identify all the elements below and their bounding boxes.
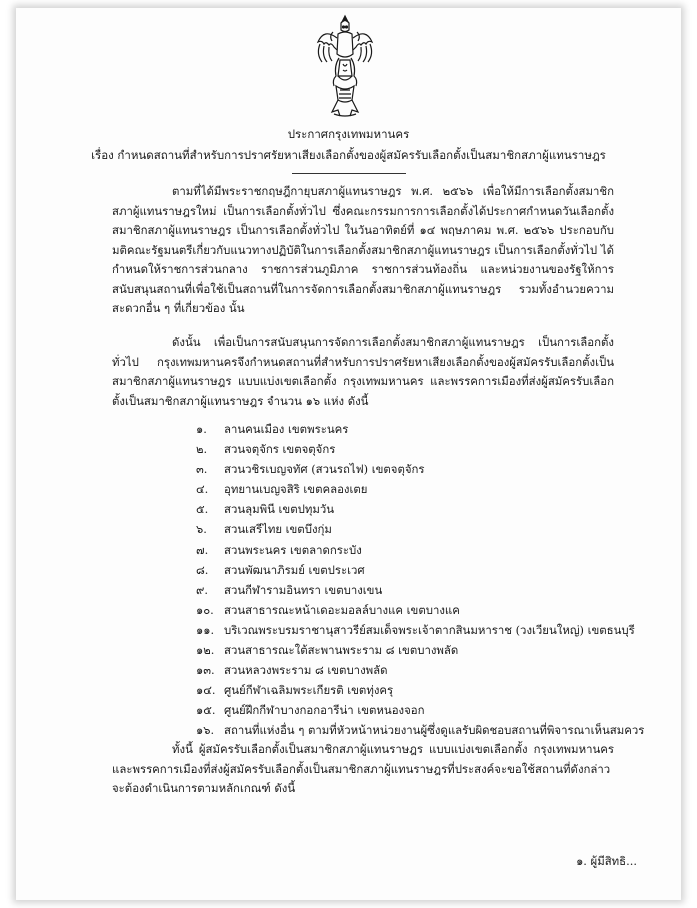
list-item — [196, 700, 644, 720]
list-item-name: สวนพัฒนาภิรมย์ เขตประเวศ — [224, 562, 365, 577]
list-item — [196, 720, 644, 740]
list-item — [196, 560, 644, 580]
list-item-number: ๓. — [196, 462, 208, 477]
list-item — [196, 419, 644, 439]
location-list — [196, 419, 644, 741]
list-item — [196, 580, 644, 600]
list-item-number: ๑๔. — [196, 683, 216, 698]
list-item — [196, 640, 644, 660]
list-item-number: ๘. — [196, 562, 209, 577]
list-item-name: อุทยานเบญจสิริ เขตคลองเตย — [224, 482, 368, 497]
list-item-number: ๑๕. — [196, 703, 216, 718]
list-item-name: สถานที่แห่งอื่น ๆ ตามที่หัวหน้าหน่วยงานผู้ซึ่งดูแลรับผิดชอบสถานที่พิจารณาเห็นสมควร — [224, 723, 645, 738]
list-item-name: ลานคนเมือง เขตพระนคร — [224, 422, 349, 436]
paragraph-conditions: ทั้งนี้ ผู้สมัครรับเลือกตั้งเป็นสมาชิกสภาผู้แทนราษฎร แบบแบ่งเขตเลือกตั้ง กรุงเทพมหานคร และพรรคการเมืองที่ส่งผู้สมัครรับเลือกตั้งเป็นสมาชิกสภาผู้แทนราษฎรที่ประสงค์จะขอใช้สถานที่ดังกล่าว จะต้องดำเนินการตามหลักเกณฑ์ ดังนี้ — [112, 742, 614, 795]
list-item-number: ๑๓. — [196, 663, 215, 678]
list-item — [196, 680, 644, 700]
list-item — [196, 499, 644, 519]
paragraph-decision: ดังนั้น เพื่อเป็นการสนับสนุนการจัดการเลือกตั้งสมาชิกสภาผู้แทนราษฎร เป็นการเลือกตั้งทั่วไป กรุงเทพมหานครจึงกำหนดสถานที่สำหรับการปราศรัยหาเสียงเลือกตั้งของผู้สมัครรับเลือกตั้งเป็นสมาชิกสภาผู้แทนราษฎร แบบแบ่งเขตเลือกตั้ง กรุงเทพมหานคร และพรรคการเมืองที่ส่งผู้สมัครรับเลือกตั้งเป็นสมาชิกสภาผู้แทนราษฎร จำนวน ๑๖ แห่ง ดังนี้ — [112, 335, 614, 408]
announcement-agency: ประกาศกรุงเทพมหานคร — [287, 127, 410, 141]
list-item-name: สวนเสรีไทย เขตบึงกุ่ม — [224, 522, 332, 537]
list-item-number: ๒. — [196, 442, 208, 457]
list-item — [196, 600, 644, 620]
continuation-note: ๑. ผู้มีสิทธิ... — [576, 854, 637, 868]
announcement-subject: เรื่อง กำหนดสถานที่สำหรับการปราศรัยหาเสียงเลือกตั้งของผู้สมัครรับเลือกตั้งเป็นสมาชิกสภาผู้แทนราษฎร — [91, 148, 606, 162]
list-item-name: สวนวชิรเบญจทัศ (สวนรถไฟ) เขตจตุจักร — [224, 462, 425, 477]
list-item-number: ๕. — [196, 502, 209, 517]
list-item-number: ๖. — [196, 522, 207, 537]
list-item — [196, 660, 644, 680]
list-item-name: บริเวณพระบรมราชานุสาวรีย์สมเด็จพระเจ้าตากสินมหาราช (วงเวียนใหญ่) เขตธนบุรี — [224, 622, 635, 637]
list-item-name: สวนสาธารณะใต้สะพานพระราม ๘ เขตบางพลัด — [224, 643, 459, 658]
list-item-name: สวนกีฬารามอินทรา เขตบางเขน — [224, 582, 383, 597]
list-item-number: ๑๖. — [196, 723, 215, 738]
list-item-name: สวนหลวงพระราม ๘ เขตบางพลัด — [224, 663, 388, 678]
list-item-name: สวนจตุจักร เขตจตุจักร — [224, 442, 336, 457]
title-divider — [292, 173, 406, 174]
list-item — [196, 439, 644, 459]
list-item-number: ๑๑. — [196, 622, 215, 637]
list-item-number: ๗. — [196, 542, 209, 557]
list-item-number: ๑๒. — [196, 643, 215, 658]
list-item — [196, 620, 644, 640]
list-item-name: สวนพระนคร เขตลาดกระบัง — [224, 542, 362, 557]
list-item-name: สวนลุมพินี เขตปทุมวัน — [224, 502, 335, 517]
list-item-name: สวนสาธารณะหน้าเดอะมอลล์บางแค เขตบางแค — [224, 602, 460, 617]
paragraph-background: ตามที่ได้มีพระราชกฤษฎีกายุบสภาผู้แทนราษฎร พ.ศ. ๒๕๖๖ เพื่อให้มีการเลือกตั้งสมาชิกสภาผู้แทนราษฎรใหม่ เป็นการเลือกตั้งทั่วไป ซึ่งคณะกรรมการการเลือกตั้งได้ประกาศกำหนดวันเลือกตั้งสมาชิกสภาผู้แทนราษฎร เป็นการเลือกตั้งทั่วไป ในวันอาทิตย์ที่ ๑๔ พฤษภาคม พ.ศ. ๒๕๖๖ ประกอบกับมติคณะรัฐมนตรีเกี่ยวกับแนวทางปฏิบัติในการเลือกตั้งสมาชิกสภาผู้แทนราษฎร เป็นการเลือกตั้งทั่วไป ได้กำหนดให้ราชการส่วนกลาง ราชการส่วนภูมิภาค ราชการส่วนท้องถิ่น และหน่วยงานของรัฐให้การสนับสนุนสถานที่เพื่อใช้เป็นสถานที่ในการจัดการเลือกตั้งสมาชิกสภาผู้แทนราษฎร รวมทั้งอำนวยความสะดวกอื่น ๆ ที่เกี่ยวข้อง นั้น — [112, 184, 614, 315]
list-item-number: ๙. — [196, 582, 208, 597]
garuda-emblem-icon — [314, 14, 376, 120]
list-item — [196, 479, 644, 499]
list-item — [196, 519, 644, 539]
list-item-number: ๔. — [196, 482, 209, 497]
list-item-name: ศูนย์ฝึกกีฬาบางกอกอารีน่า เขตหนองจอก — [224, 703, 425, 718]
list-item-number: ๑. — [196, 422, 207, 436]
list-item-name: ศูนย์กีฬาเฉลิมพระเกียรติ เขตทุ่งครุ — [224, 683, 394, 698]
list-item — [196, 540, 644, 560]
list-item — [196, 459, 644, 479]
list-item-number: ๑๐. — [196, 602, 214, 617]
